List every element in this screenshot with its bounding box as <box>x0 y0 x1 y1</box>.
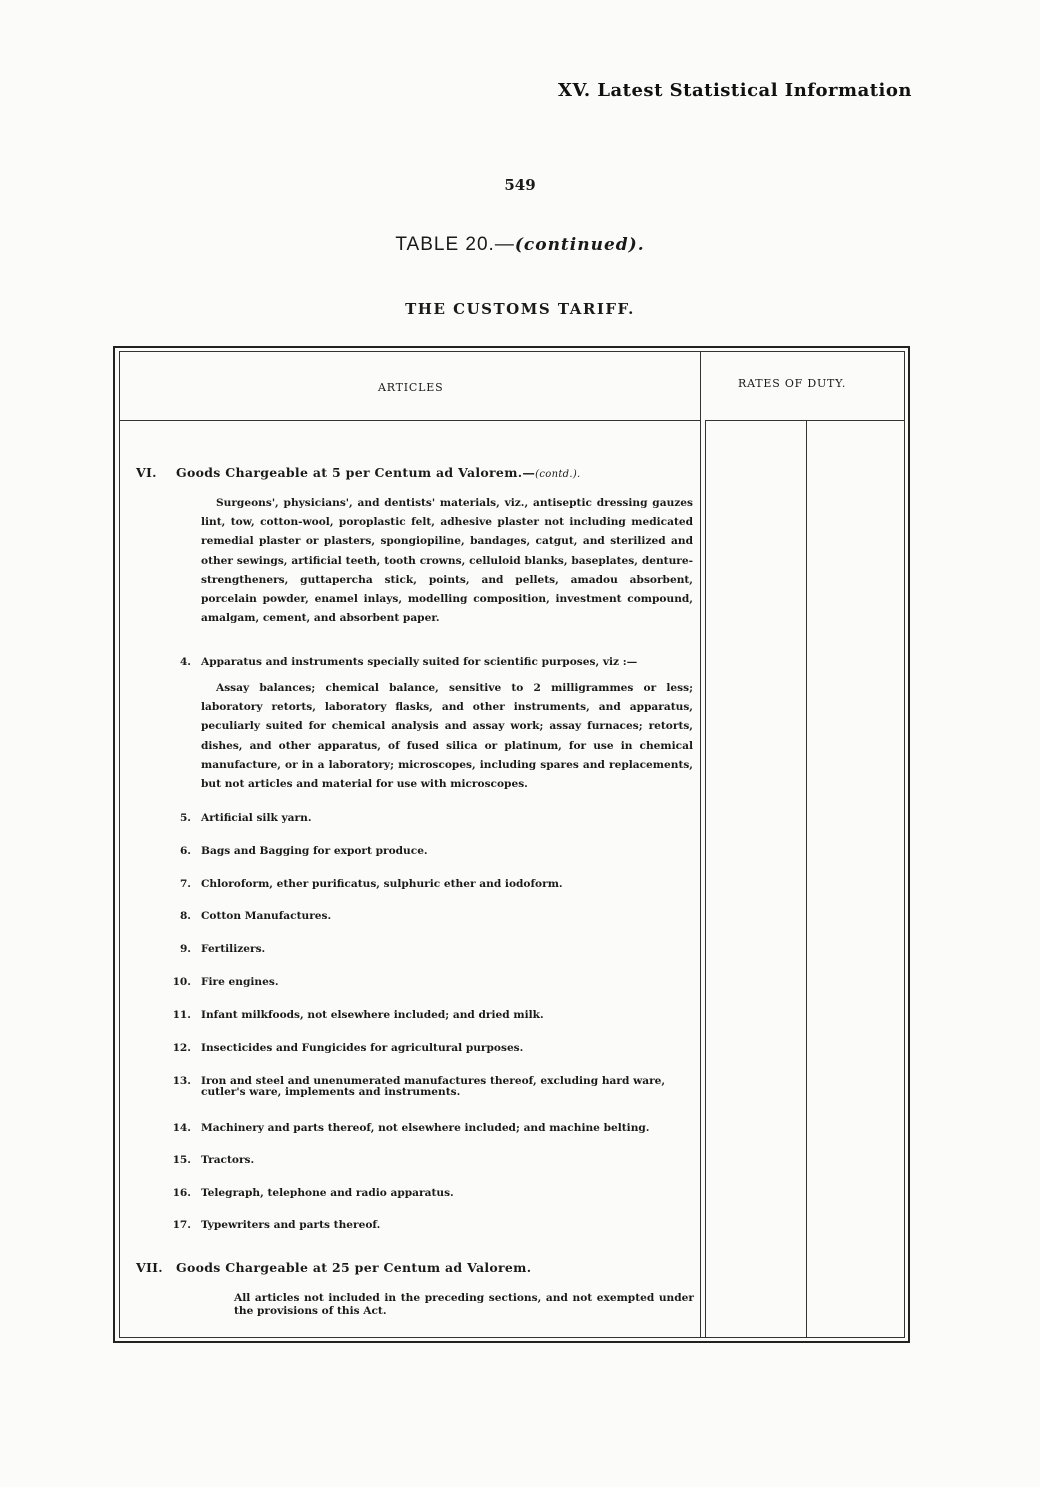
section-vi-title: Goods Chargeable at 5 per Centum ad Valorem.— <box>176 465 536 480</box>
list-item-12 <box>165 1043 695 1054</box>
column-divider-rates-left <box>705 420 706 1338</box>
item-text: Fire engines. <box>201 976 279 988</box>
header-rule-rates <box>705 420 905 421</box>
table-subtitle: THE CUSTOMS TARIFF. <box>405 300 635 318</box>
list-item-4 <box>165 657 695 668</box>
column-divider-articles <box>700 351 701 1338</box>
item-number: 6. <box>179 845 191 857</box>
section-vii-heading <box>136 1260 531 1275</box>
item-text: Cotton Manufactures. <box>201 910 332 922</box>
table-title <box>0 234 1040 256</box>
item-text: Typewriters and parts thereof. <box>201 1219 381 1231</box>
item-text: Artificial silk yarn. <box>201 812 312 824</box>
item-number: 16. <box>172 1187 191 1199</box>
item-number: 17. <box>172 1219 191 1231</box>
list-item-14 <box>165 1123 695 1134</box>
list-item-9 <box>165 944 695 955</box>
section-vi-heading <box>136 465 581 480</box>
item-text: Iron and steel and unenumerated manufactures thereof, excluding hard ware, cutler's ware, implements and instruments. <box>201 1075 666 1098</box>
item-4-detail-text: Assay balances; chemical balance, sensitive to 2 milligrammes or less; laboratory retorts, laboratory flasks, and other instruments, and apparatus, peculiarly suited for chemical analysis and assay work; assay furnaces; retorts, dishes, and other apparatus, of fused silica or platinum, for use in chemical manufacture, or in a laboratory; microscopes, including spares and replacements, but not articles and material for use with microscopes. <box>201 682 693 791</box>
item-text: Telegraph, telephone and radio apparatus. <box>201 1187 454 1199</box>
column-header-articles: ARTICLES <box>378 381 444 394</box>
header-rule <box>119 420 700 421</box>
list-item-5 <box>165 813 695 824</box>
item-number: 7. <box>179 878 191 890</box>
list-item-13 <box>165 1076 695 1098</box>
section-vi-number: VI. <box>136 465 157 480</box>
item-number: 8. <box>179 910 191 922</box>
item-text: Apparatus and instruments specially suited for scientific purposes, viz :— <box>201 656 638 668</box>
item-number: 12. <box>172 1042 191 1054</box>
list-item-15 <box>165 1155 695 1166</box>
list-item-11 <box>165 1010 695 1021</box>
item-number: 4. <box>179 656 191 668</box>
item-text: Insecticides and Fungicides for agricultural purposes. <box>201 1042 524 1054</box>
column-divider-rates-mid <box>806 420 807 1338</box>
item-text: Infant milkfoods, not elsewhere included; and dried milk. <box>201 1009 544 1021</box>
item-text: Tractors. <box>201 1154 255 1166</box>
item-text: Machinery and parts thereof, not elsewhere included; and machine belting. <box>201 1122 650 1134</box>
section-vi-contd: (contd.). <box>535 469 581 480</box>
table-title-continued: (continued). <box>514 235 645 255</box>
list-item-8 <box>165 911 695 922</box>
list-item-6 <box>165 846 695 857</box>
item-text: Bags and Bagging for export produce. <box>201 845 428 857</box>
running-head: XV. Latest Statistical Information <box>558 80 912 101</box>
page-number: 549 <box>504 176 536 194</box>
item-text: Fertilizers. <box>201 943 266 955</box>
item-text: Chloroform, ether purificatus, sulphuric ether and iodoform. <box>201 878 563 890</box>
item-number: 15. <box>172 1154 191 1166</box>
list-item-7 <box>165 879 695 890</box>
item-number: 10. <box>172 976 191 988</box>
section-vii-number: VII. <box>136 1260 163 1275</box>
section-vii-text: All articles not included in the preceding sections, and not exempted under the provisions of this Act. <box>234 1292 694 1317</box>
item-number: 9. <box>179 943 191 955</box>
item-number: 5. <box>179 812 191 824</box>
list-item-17 <box>165 1220 695 1231</box>
section-vii-title: Goods Chargeable at 25 per Centum ad Valorem. <box>176 1260 532 1275</box>
item-number: 13. <box>172 1075 191 1087</box>
item-number: 14. <box>172 1122 191 1134</box>
list-item-16 <box>165 1188 695 1199</box>
list-item-10 <box>165 977 695 988</box>
column-header-rates: RATES OF DUTY. <box>738 377 847 390</box>
table-title-main: TABLE 20.— <box>395 234 515 255</box>
item-number: 11. <box>172 1009 191 1021</box>
surgeons-materials-text: Surgeons', physicians', and dentists' materials, viz., antiseptic dressing gauzes lint, tow, cotton-wool, poroplastic felt, adhesive plaster not including medicated remedial plaster or plasters, spongiopiline, bandages, catgut, and sterilized and other sewings, artificial teeth, tooth crowns, celluloid blanks, baseplates, denture-strengtheners, guttapercha stick, points, and pellets, amadou absorbent, porcelain powder, enamel inlays, modelling composition, investment compound, amalgam, cement, and absorbent paper. <box>201 497 693 625</box>
